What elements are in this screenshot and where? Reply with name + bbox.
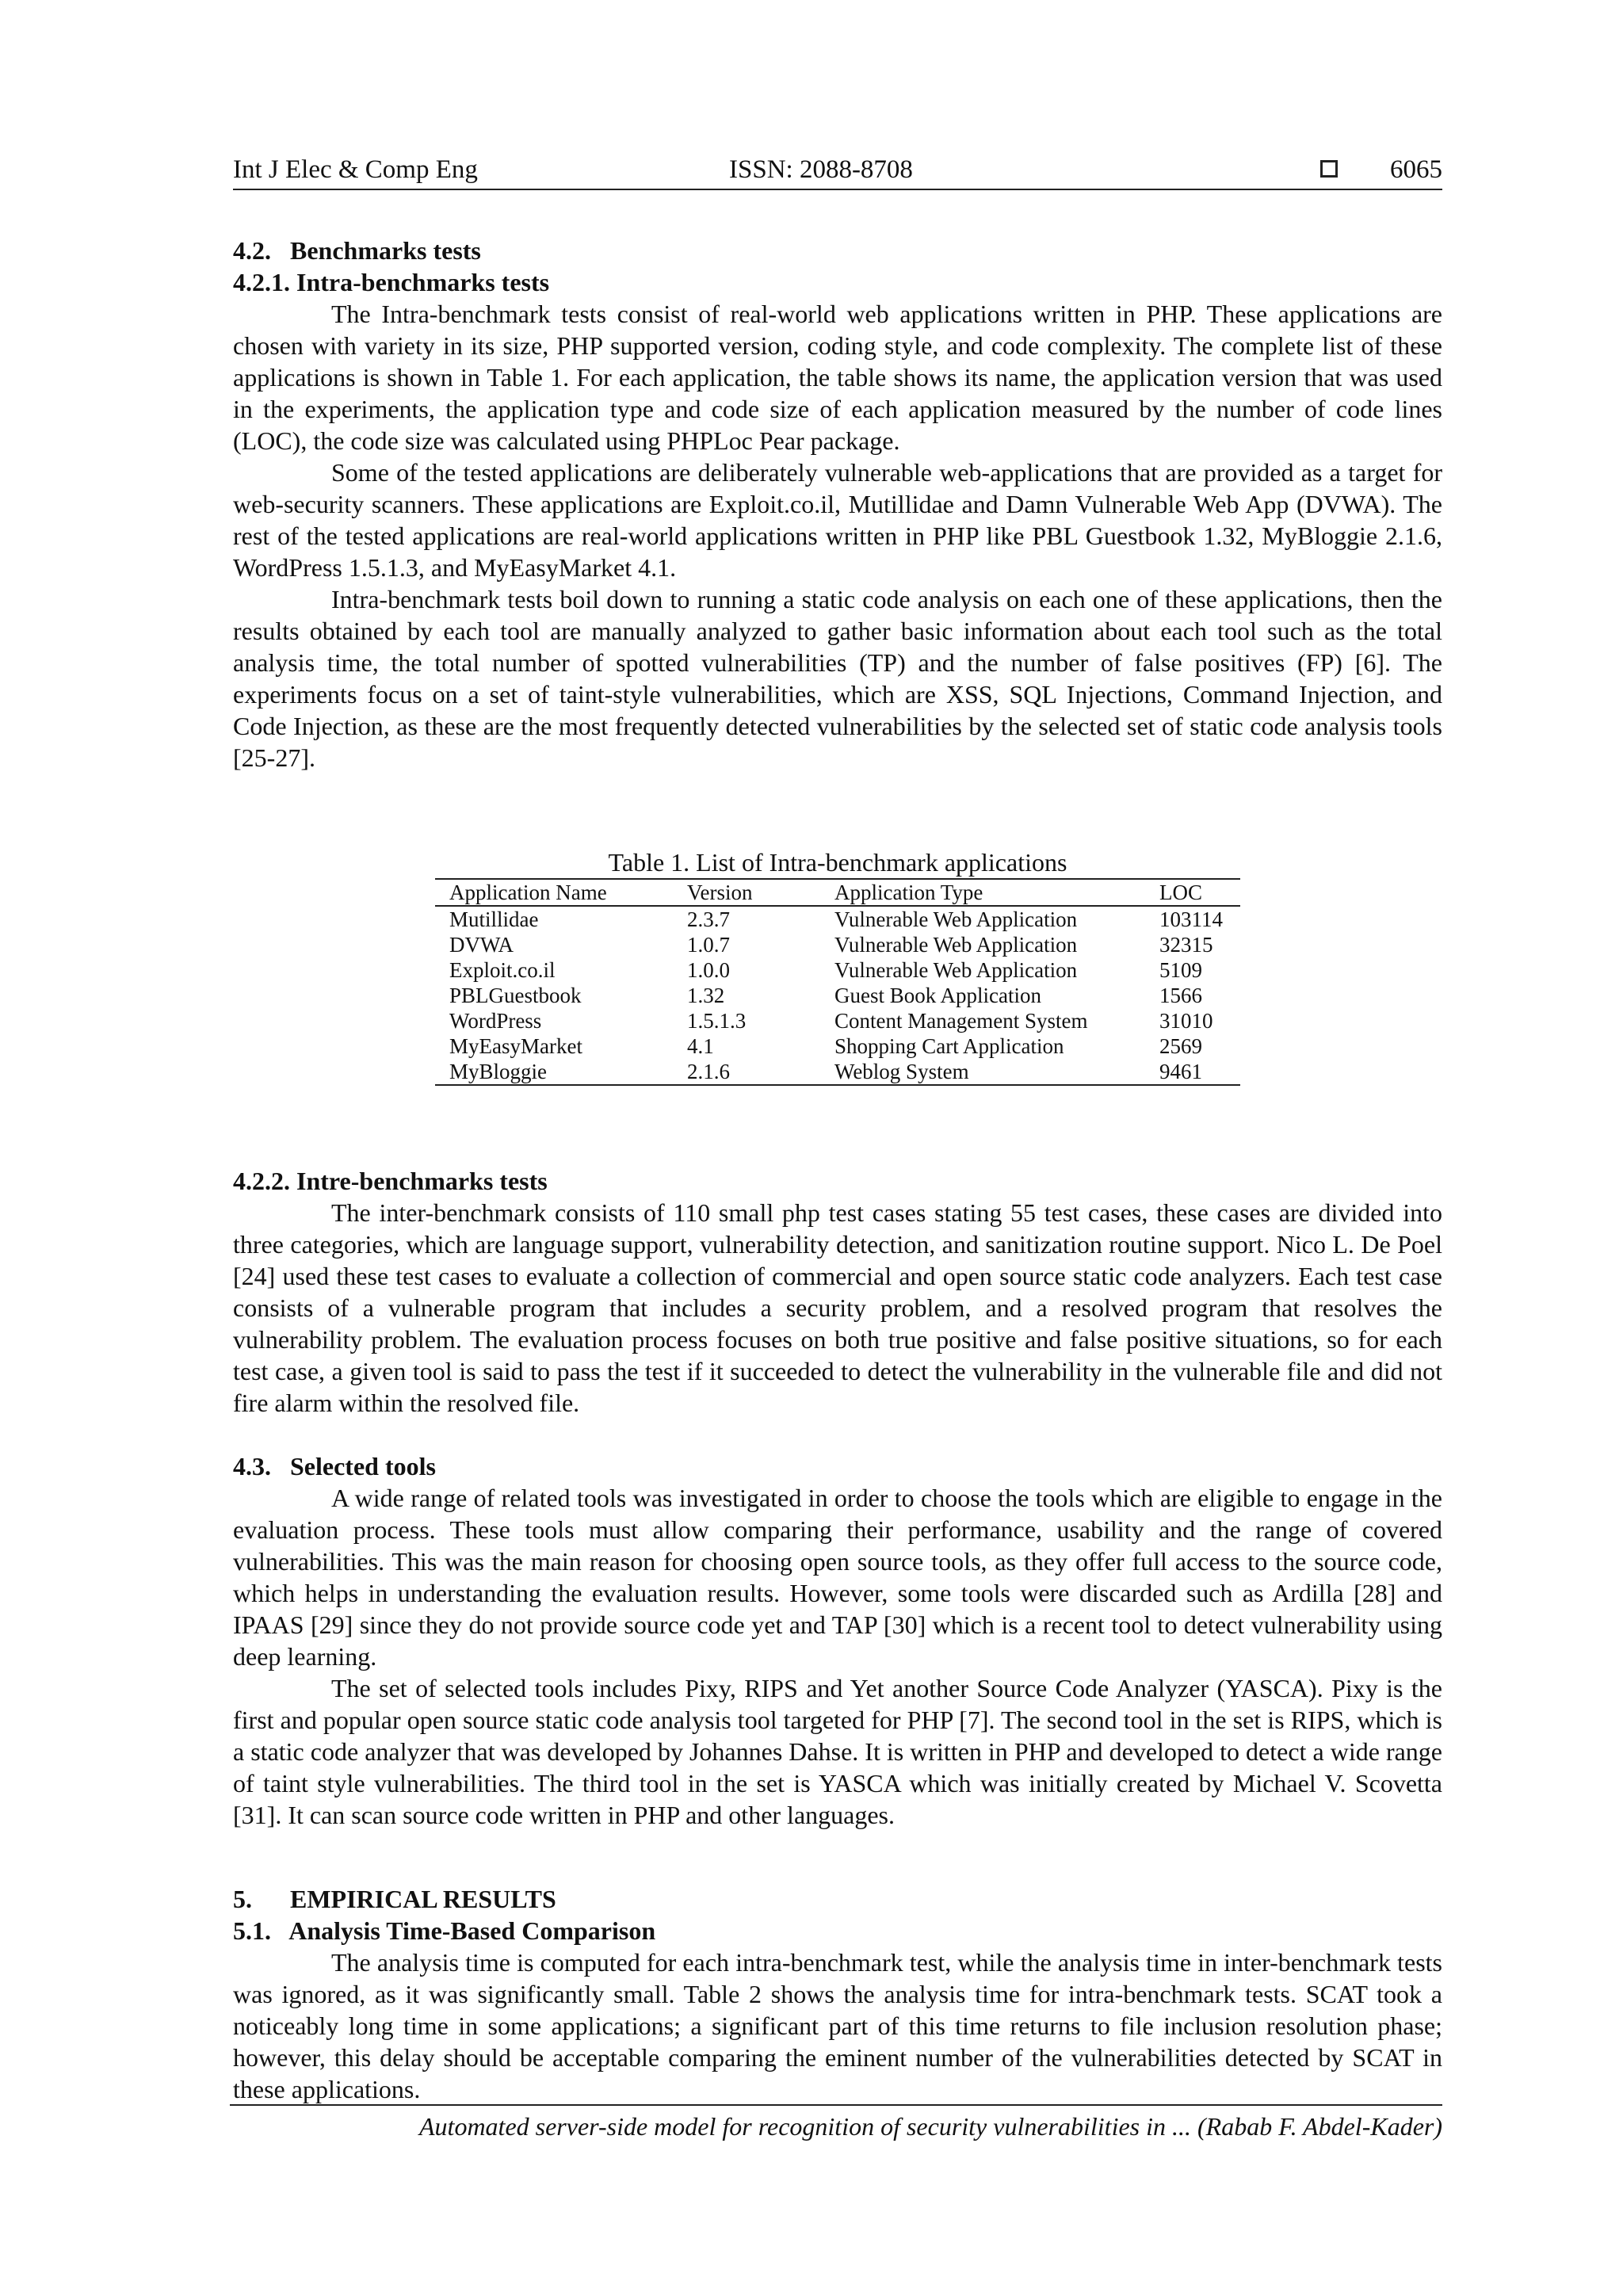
table-header-row — [435, 879, 1240, 906]
table-cell: Shopping Cart Application — [834, 1034, 1064, 1058]
table-cell: WordPress — [449, 1009, 542, 1033]
section-heading-4-2-2: 4.2.2. Intre-benchmarks tests — [233, 1167, 548, 1195]
table-cell: PBLGuestbook — [449, 984, 582, 1007]
table-row — [435, 957, 1240, 983]
table-cell: Vulnerable Web Application — [834, 933, 1078, 957]
table-cell: 2.1.6 — [673, 1059, 820, 1085]
table-cell: 1.0.7 — [687, 933, 730, 957]
table-cell: Vulnerable Web Application — [834, 907, 1078, 931]
table-cell: Guest Book Application — [834, 984, 1041, 1007]
table-cell: Content Management System — [834, 1009, 1088, 1033]
table-cell: Vulnerable Web Application — [834, 958, 1078, 982]
column-header: LOC — [1145, 879, 1240, 906]
intra-benchmark-table — [435, 878, 1240, 1086]
table-cell: 9461 — [1145, 1059, 1240, 1085]
paragraph: A wide range of related tools was investigated in order to choose the tools which are eligible to engage in the evaluation process. These tools must allow comparing their performance, usability and the range of covered vulnerabilities. This was the main reason for choosing open source tools, as they offer full access to the source code, which helps in understanding the evaluation results. However, some tools were discarded such as Ardilla [28] and IPAAS [29] since they do not provide source code yet and TAP [30] which is a recent tool to detect vulnerability using deep learning. — [233, 1484, 1442, 1671]
table-cell: Exploit.co.il — [449, 958, 556, 982]
table-cell: MyBloggie — [435, 1059, 673, 1085]
section-heading-4-3: 4.3. Selected tools — [233, 1452, 436, 1480]
checkbox-square-icon — [1320, 160, 1338, 178]
issn: ISSN: 2088-8708 — [729, 155, 913, 184]
table-row — [435, 906, 1240, 932]
page-number: 6065 — [1390, 155, 1442, 184]
section-heading-5: 5. EMPIRICAL RESULTS — [233, 1885, 556, 1913]
table-row — [435, 1033, 1240, 1059]
table-row — [435, 983, 1240, 1008]
table-1 — [435, 846, 1240, 1086]
column-header: Application Type — [820, 879, 1145, 906]
table-cell: 1.0.0 — [687, 958, 730, 982]
page-footer: Automated server-side model for recognition of security vulnerabilities in ... (Rabab F. Abdel-Kader) — [230, 2104, 1442, 2141]
table-cell: 32315 — [1159, 933, 1213, 957]
table-cell: Mutillidae — [449, 907, 539, 931]
table-cell: 103114 — [1159, 907, 1223, 931]
table-cell: 5109 — [1159, 958, 1202, 982]
paragraph: The Intra-benchmark tests consist of real-world web applications written in PHP. These applications are chosen with variety in its size, PHP supported version, coding style, and code complexity. The complete list of these applications is shown in Table 1. For each application, the table shows its name, the application version that was used in the experiments, the application type and code size of each application measured by the number of code lines (LOC), the code size was calculated using PHPLoc Pear package. — [233, 300, 1442, 455]
table-cell: 31010 — [1159, 1009, 1213, 1033]
table-cell: MyEasyMarket — [449, 1034, 582, 1058]
table-cell: 4.1 — [687, 1034, 714, 1058]
section-heading-4-2: 4.2. Benchmarks tests — [233, 236, 481, 265]
paragraph: Intra-benchmark tests boil down to running a static code analysis on each one of these applications, then the results obtained by each tool are manually analyzed to gather basic information about each tool such as the total analysis time, the total number of spotted vulnerabilities (TP) and the number of false positives (FP) [6]. The experiments focus on a set of taint-style vulnerabilities, which are XSS, SQL Injections, Command Injection, and Code Injection, as these are the most frequently detected vulnerabilities by the selected set of static code analysis tools [25-27]. — [233, 585, 1442, 772]
table-cell: 1566 — [1159, 984, 1202, 1007]
paragraph: The set of selected tools includes Pixy, RIPS and Yet another Source Code Analyzer (YASCA). Pixy is the first and popular open source static code analysis tool targeted for PHP [7]. The second tool in the set is RIPS, which is a static code analyzer that was developed by Johannes Dahse. It is written in PHP and developed to detect a wide range of taint style vulnerabilities. The third tool in the set is YASCA which was initially created by Michael V. Scovetta [31]. It can scan source code written in PHP and other languages. — [233, 1674, 1442, 1829]
section-heading-5-1: 5.1. Analysis Time-Based Comparison — [233, 1916, 656, 1945]
table-cell: 1.32 — [687, 984, 725, 1007]
table-cell: DVWA — [449, 933, 514, 957]
table-cell: 1.5.1.3 — [687, 1009, 747, 1033]
section-heading-4-2-1: 4.2.1. Intra-benchmarks tests — [233, 268, 550, 296]
table-cell: 2569 — [1159, 1034, 1202, 1058]
journal-name: Int J Elec & Comp Eng — [233, 155, 478, 184]
paragraph: The inter-benchmark consists of 110 small php test cases stating 55 test cases, these cases are divided into three categories, which are language support, vulnerability detection, and sanitization routine support. Nico L. De Poel [24] used these test cases to evaluate a collection of commercial and open source static code analyzers. Each test case consists of a vulnerable program that includes a security problem, and a resolved program that resolves the vulnerability problem. The evaluation process focuses on both true positive and false positive situations, so for each test case, a given tool is said to pass the test if it succeeded to detect the vulnerability in the vulnerable file and did not fire alarm within the resolved file. — [233, 1198, 1442, 1417]
table-row — [435, 1008, 1240, 1033]
column-header: Version — [673, 879, 820, 906]
table-row — [435, 1059, 1240, 1085]
table-cell: 2.3.7 — [687, 907, 730, 931]
table-cell: Weblog System — [820, 1059, 1145, 1085]
table-row — [435, 932, 1240, 957]
page-body — [233, 222, 1442, 2105]
column-header: Application Name — [435, 879, 673, 906]
table-caption: Table 1. List of Intra-benchmark applications — [608, 848, 1067, 877]
paragraph: Some of the tested applications are deliberately vulnerable web-applications that are provided as a target for web-security scanners. These applications are Exploit.co.il, Mutillidae and Damn Vulnerable Web App (DVWA). The rest of the tested applications are real-world applications written in PHP like PBL Guestbook 1.32, MyBloggie 2.1.6, WordPress 1.5.1.3, and MyEasyMarket 4.1. — [233, 458, 1442, 582]
page-header — [233, 155, 1442, 190]
paragraph: The analysis time is computed for each intra-benchmark test, while the analysis time in inter-benchmark tests was ignored, as it was significantly small. Table 2 shows the analysis time for intra-benchmark tests. SCAT took a noticeably long time in some applications; a significant part of this time returns to file inclusion resolution phase; however, this delay should be acceptable comparing the eminent number of the vulnerabilities detected by SCAT in these applications. — [233, 1948, 1442, 2103]
